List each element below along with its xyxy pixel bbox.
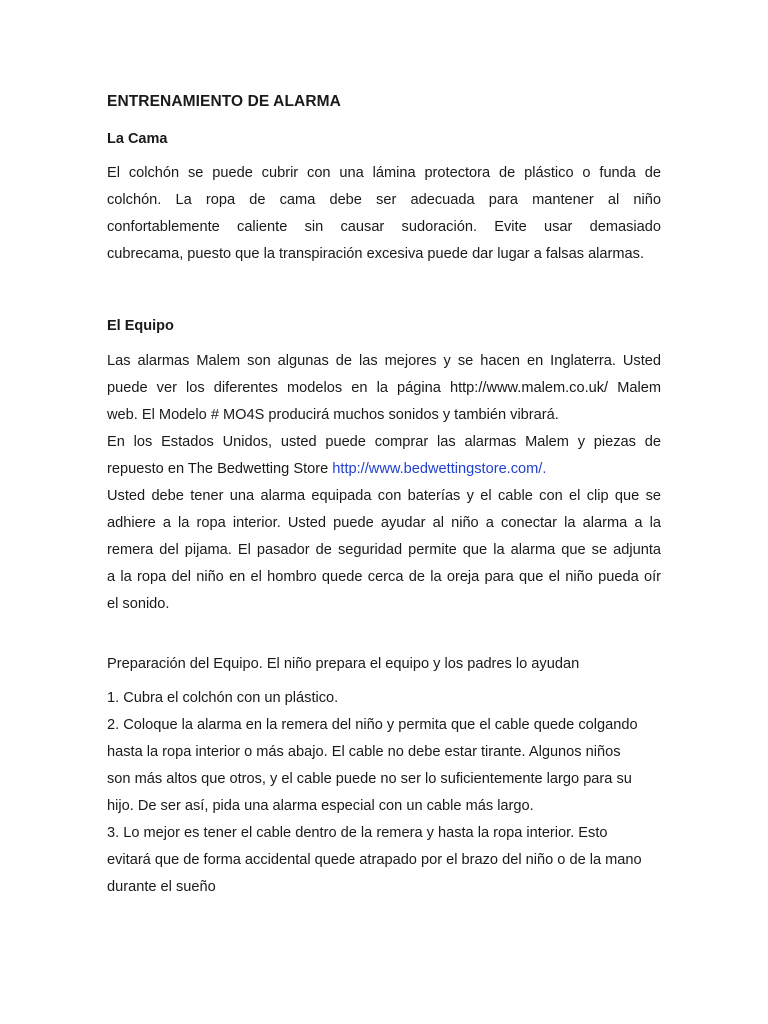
text-line: Las alarmas Malem son algunas de las mejores y se hacen en Inglaterra. Usted	[107, 353, 661, 369]
text-line: Preparación del Equipo. El niño prepara el equipo y los padres lo ayudan	[107, 656, 580, 672]
text-line: colchón. La ropa de cama debe ser adecuada para mantener al niño	[107, 192, 661, 208]
section-heading-el-equipo: El Equipo	[107, 318, 174, 334]
text-line-with-link	[107, 456, 661, 483]
list-item: evitará que de forma accidental quede atrapado por el brazo del niño o de la mano	[107, 852, 642, 868]
paragraph-preparacion-intro	[107, 651, 661, 678]
text-line: puede ver los diferentes modelos en la página http://www.malem.co.uk/ Malem	[107, 380, 661, 396]
list-item: durante el sueño	[107, 879, 216, 895]
text-line: adhiere a la ropa interior. Usted puede ayudar al niño a conectar la alarma a la	[107, 515, 661, 531]
text-line: web. El Modelo # MO4S producirá muchos sonidos y también vibrará.	[107, 407, 559, 423]
paragraph-el-equipo	[107, 348, 661, 618]
bedwetting-store-link[interactable]: http://www.bedwettingstore.com/	[332, 461, 543, 477]
list-item: hijo. De ser así, pida una alarma especial con un cable más largo.	[107, 798, 534, 814]
text-line: remera del pijama. El pasador de seguridad permite que la alarma que se adjunta	[107, 542, 661, 558]
text-line: Usted debe tener una alarma equipada con baterías y el cable con el clip que se	[107, 488, 661, 504]
list-preparacion	[107, 685, 661, 901]
list-item: son más altos que otros, y el cable puede no ser lo suficientemente largo para su	[107, 771, 632, 787]
document-title: ENTRENAMIENTO DE ALARMA	[107, 93, 341, 110]
text-line: El colchón se puede cubrir con una lámina protectora de plástico o funda de	[107, 165, 661, 181]
list-item: 1. Cubra el colchón con un plástico.	[107, 690, 339, 706]
text-fragment: .	[542, 461, 547, 477]
text-line: a la ropa del niño en el hombro quede cerca de la oreja para que el niño pueda oír	[107, 569, 661, 585]
section-heading-la-cama: La Cama	[107, 131, 168, 147]
paragraph-la-cama	[107, 160, 661, 268]
list-item: 3. Lo mejor es tener el cable dentro de la remera y hasta la ropa interior. Esto	[107, 825, 608, 841]
text-line: cubrecama, puesto que la transpiración excesiva puede dar lugar a falsas alarmas.	[107, 246, 645, 262]
text-line: confortablemente caliente sin causar sudoración. Evite usar demasiado	[107, 219, 661, 235]
text-line: En los Estados Unidos, usted puede comprar las alarmas Malem y piezas de	[107, 434, 661, 450]
list-item: hasta la ropa interior o más abajo. El cable no debe estar tirante. Algunos niños	[107, 744, 621, 760]
text-line: el sonido.	[107, 596, 170, 612]
text-fragment: repuesto en The Bedwetting Store	[107, 461, 333, 477]
list-item: 2. Coloque la alarma en la remera del niño y permita que el cable quede colgando	[107, 717, 638, 733]
